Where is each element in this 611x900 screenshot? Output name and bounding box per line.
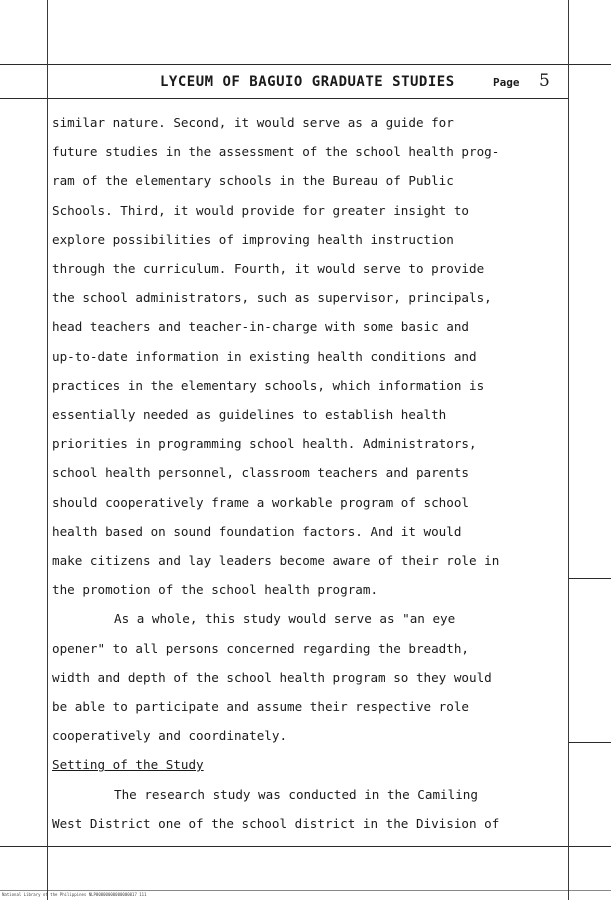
text-line: practices in the elementary schools, which information is	[52, 377, 485, 393]
text-line: similar nature. Second, it would serve as a guide for	[52, 115, 454, 130]
section-heading: Setting of the Study	[52, 757, 204, 773]
text-line: The research study was conducted in the Camiling	[114, 786, 478, 802]
text-line: the school administrators, such as supervisor, principals,	[52, 290, 492, 306]
top-rule	[0, 64, 611, 65]
left-margin-line	[47, 0, 48, 900]
text-line: width and depth of the school health program so they would	[52, 669, 492, 685]
text-line: ram of the elementary schools in the Bureau of Public	[52, 173, 454, 189]
text-line: West District one of the school district in the Division of	[52, 815, 500, 831]
text-line: Schools. Third, it would provide for greater insight to	[52, 202, 470, 218]
text-line: head teachers and teacher-in-charge with some basic and	[52, 319, 470, 335]
text-line: through the curriculum. Fourth, it would serve to provide	[52, 261, 485, 277]
text-line: cooperatively and coordinately.	[52, 728, 288, 744]
right-margin-line	[568, 0, 569, 900]
page-number: 5	[539, 71, 550, 91]
text-line: future studies in the assessment of the school health prog-	[52, 144, 500, 160]
text-line: As a whole, this study would serve as "an eye	[114, 611, 456, 627]
text-line: school health personnel, classroom teachers and parents	[52, 465, 470, 481]
text-line: health based on sound foundation factors. And it would	[52, 523, 462, 539]
text-line: the promotion of the school health program.	[52, 582, 379, 598]
text-line: explore possibilities of improving health instruction	[52, 231, 454, 247]
footer-text: National Library of the Philippines NLP00000000000000017 111	[2, 892, 147, 897]
header-underline	[0, 98, 568, 99]
header-title: LYCEUM OF BAGUIO GRADUATE STUDIES	[160, 74, 455, 90]
text-line: up-to-date information in existing health conditions and	[52, 348, 477, 364]
text-line: be able to participate and assume their respective role	[52, 699, 470, 715]
text-line: opener" to all persons concerned regarding the breadth,	[52, 640, 470, 656]
bottom-rule	[0, 846, 611, 847]
text-line: priorities in programming school health. Administrators,	[52, 436, 477, 452]
page-label: Page	[493, 76, 520, 89]
footer-rule	[0, 890, 611, 891]
text-line: essentially needed as guidelines to establish health	[52, 407, 447, 423]
right-margin-rule-2	[568, 742, 611, 743]
text-line: make citizens and lay leaders become aware of their role in	[52, 553, 500, 569]
body-text	[52, 108, 564, 838]
right-margin-rule	[568, 578, 611, 579]
text-line: should cooperatively frame a workable program of school	[52, 494, 470, 510]
